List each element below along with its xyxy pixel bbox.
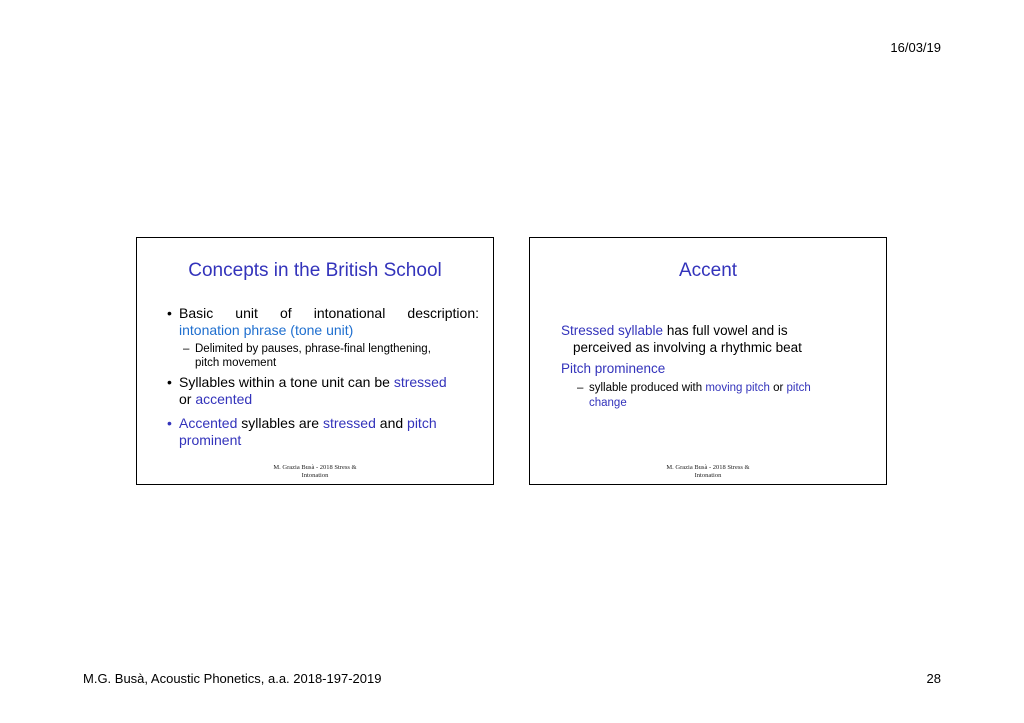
sub-bullet-delimited [167, 342, 479, 370]
bullet-text: Basic unit of intonational description: [179, 305, 479, 321]
term-stressed-syllable: Stressed syllable [561, 323, 664, 338]
slide-title: Accent [678, 260, 738, 281]
slide-footer-line2: Intonation [694, 472, 722, 479]
term-moving-pitch: moving pitch [705, 382, 770, 394]
sub-text-line2: pitch movement [195, 357, 277, 369]
bullet-dot: • [167, 305, 172, 321]
term-accented: accented [195, 391, 253, 407]
slide-footer-line1: M. Grazia Busà - 2018 Stress & [666, 464, 750, 471]
page-date: 16/03/19 [890, 40, 941, 55]
text: syllable produced with [589, 382, 706, 394]
slide-footer-line1: M. Grazia Busà - 2018 Stress & [273, 464, 357, 471]
bullet-basic-unit [167, 305, 479, 339]
slide-body [167, 305, 479, 449]
slide-title: Concepts in the British School [188, 260, 442, 281]
bullet-accented [167, 415, 479, 449]
term-stressed: stressed [322, 415, 376, 431]
text: or [179, 391, 196, 407]
slide-concepts-british-school [136, 237, 494, 485]
term-pitch: pitch [407, 415, 437, 431]
bullet-syllables [167, 374, 479, 408]
term-pitch: pitch [786, 382, 811, 394]
term-pitch-prominence: Pitch prominence [561, 361, 666, 376]
para-line1 [561, 322, 861, 339]
sub-bullet-syllable-produced [561, 381, 861, 411]
page-footer-citation: M.G. Busà, Acoustic Phonetics, a.a. 2018-197-2019 [83, 671, 382, 686]
dash: – [183, 343, 190, 355]
sub-text-line1: Delimited by pauses, phrase-final lengthening, [195, 343, 431, 355]
para-stressed-syllable [561, 322, 861, 356]
bullet-dot: • [167, 374, 172, 390]
text: has full vowel and is [663, 323, 788, 338]
slide-body [561, 322, 861, 411]
term-stressed: stressed [393, 374, 447, 390]
term-accented: Accented [179, 415, 238, 431]
bullet-line2 [179, 391, 479, 408]
sub-line1 [589, 381, 861, 396]
slide-footer-line2: Intonation [301, 472, 329, 479]
slide-footer [530, 464, 886, 480]
text: or [769, 382, 787, 394]
page-number: 28 [926, 671, 941, 686]
bullet-line1 [179, 415, 479, 432]
bullet-line1 [179, 374, 479, 391]
slide-accent [529, 237, 887, 485]
term-intonation-phrase: intonation phrase (tone unit) [179, 322, 354, 338]
term-prominent: prominent [179, 432, 242, 448]
term-change: change [589, 397, 627, 409]
slide-footer [137, 464, 493, 480]
text: syllables are [237, 415, 323, 431]
bullet-dot: • [167, 415, 172, 431]
text: and [375, 415, 408, 431]
dash: – [577, 382, 584, 394]
para-line2: perceived as involving a rhythmic beat [573, 340, 802, 355]
text: Syllables within a tone unit can be [179, 374, 394, 390]
